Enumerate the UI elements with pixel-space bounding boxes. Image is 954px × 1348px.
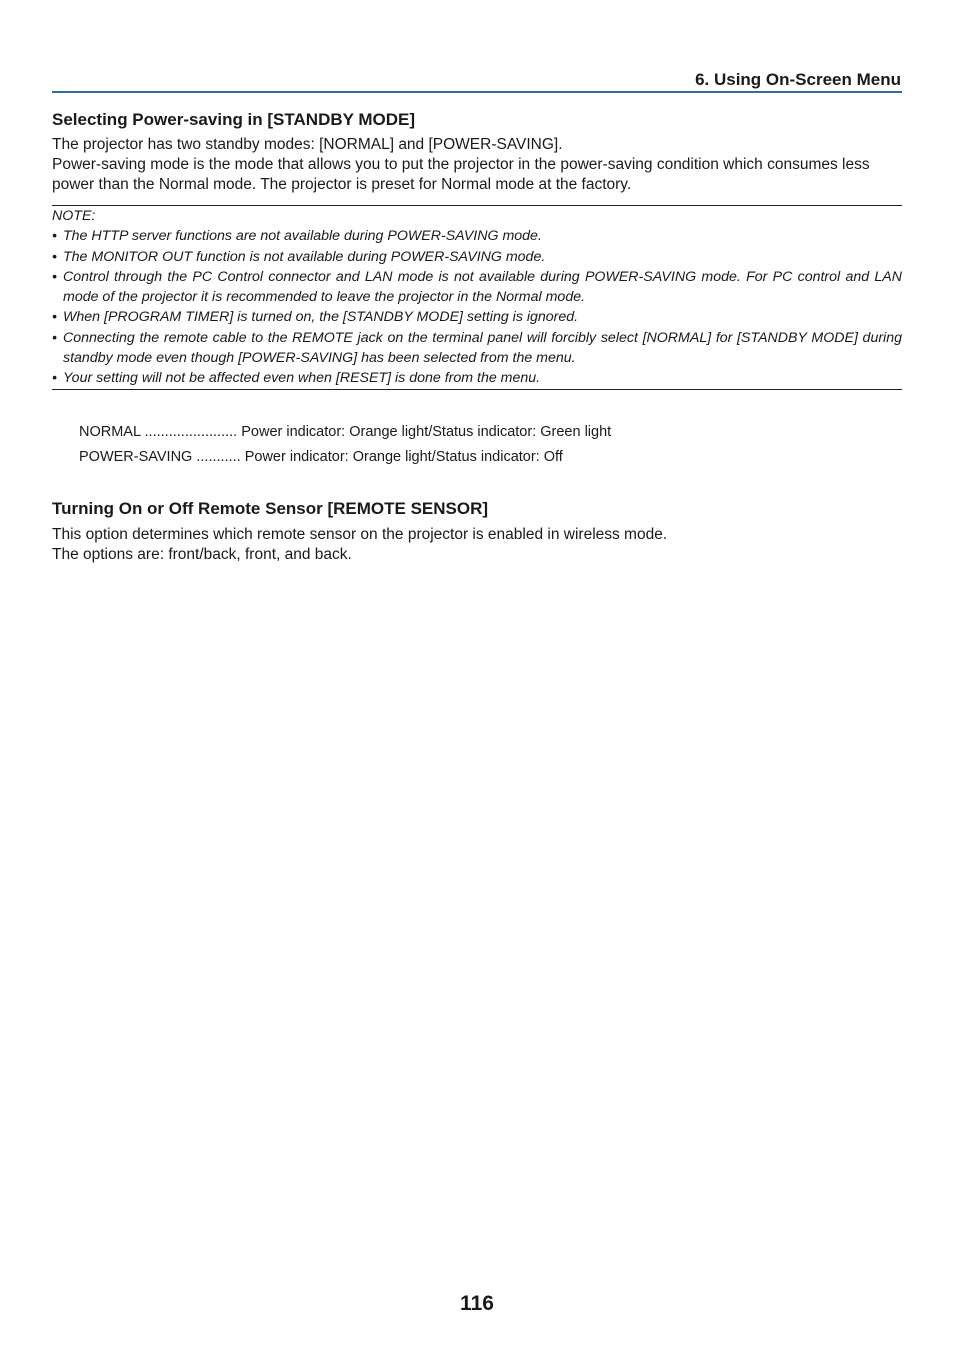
mode-row-normal [79, 420, 611, 445]
mode-description: Power indicator: Orange light/Status indicator: Off [244, 449, 563, 465]
remote-sensor-description [52, 525, 902, 565]
mode-name: NORMAL [79, 424, 141, 440]
section-heading-standby-mode: Selecting Power-saving in [STANDBY MODE] [52, 110, 416, 129]
standby-paragraph-2: Power-saving mode is the mode that allows you to put the projector in the power-saving condition which consumes less power than the Normal mode. The projector is preset for Normal mode at the factory. [52, 156, 870, 193]
standby-description [52, 135, 902, 195]
note-item: • The MONITOR OUT function is not available during POWER-SAVING mode. [52, 247, 902, 267]
standby-paragraph-1: The projector has two standby modes: [NORMAL] and [POWER-SAVING]. [52, 136, 563, 153]
header-rule [52, 91, 902, 93]
note-label: NOTE: [52, 208, 96, 224]
note-box [52, 205, 902, 390]
remote-sensor-paragraph-1: This option determines which remote sensor on the projector is enabled in wireless mode. [52, 526, 668, 543]
mode-description: Power indicator: Orange light/Status indicator: Green light [241, 424, 612, 440]
mode-list [79, 420, 611, 470]
chapter-title: 6. Using On-Screen Menu [695, 70, 901, 89]
section-heading-remote-sensor: Turning On or Off Remote Sensor [REMOTE SENSOR] [52, 499, 489, 518]
note-item: • Control through the PC Control connector and LAN mode is not available during POWER-SAVING mode. For PC control and LAN mode of the projector it is recommended to leave the projector in the Normal mode. [52, 267, 902, 308]
mode-leader: ....................... [144, 424, 238, 440]
remote-sensor-paragraph-2: The options are: front/back, front, and back. [52, 546, 352, 563]
page-number: 116 [460, 1292, 494, 1315]
mode-name: POWER-SAVING [79, 449, 193, 465]
note-item: • When [PROGRAM TIMER] is turned on, the [STANDBY MODE] setting is ignored. [52, 307, 902, 327]
note-item: • Connecting the remote cable to the REMOTE jack on the terminal panel will forcibly select [NORMAL] for [STANDBY MODE] during standby mode even though [POWER-SAVING] has been selected from the menu. [52, 328, 902, 369]
note-list [52, 226, 902, 388]
mode-row-power-saving [79, 445, 611, 470]
note-item: • The HTTP server functions are not available during POWER-SAVING mode. [52, 226, 902, 246]
note-item: • Your setting will not be affected even when [RESET] is done from the menu. [52, 368, 902, 388]
mode-leader: ........... [196, 449, 241, 465]
